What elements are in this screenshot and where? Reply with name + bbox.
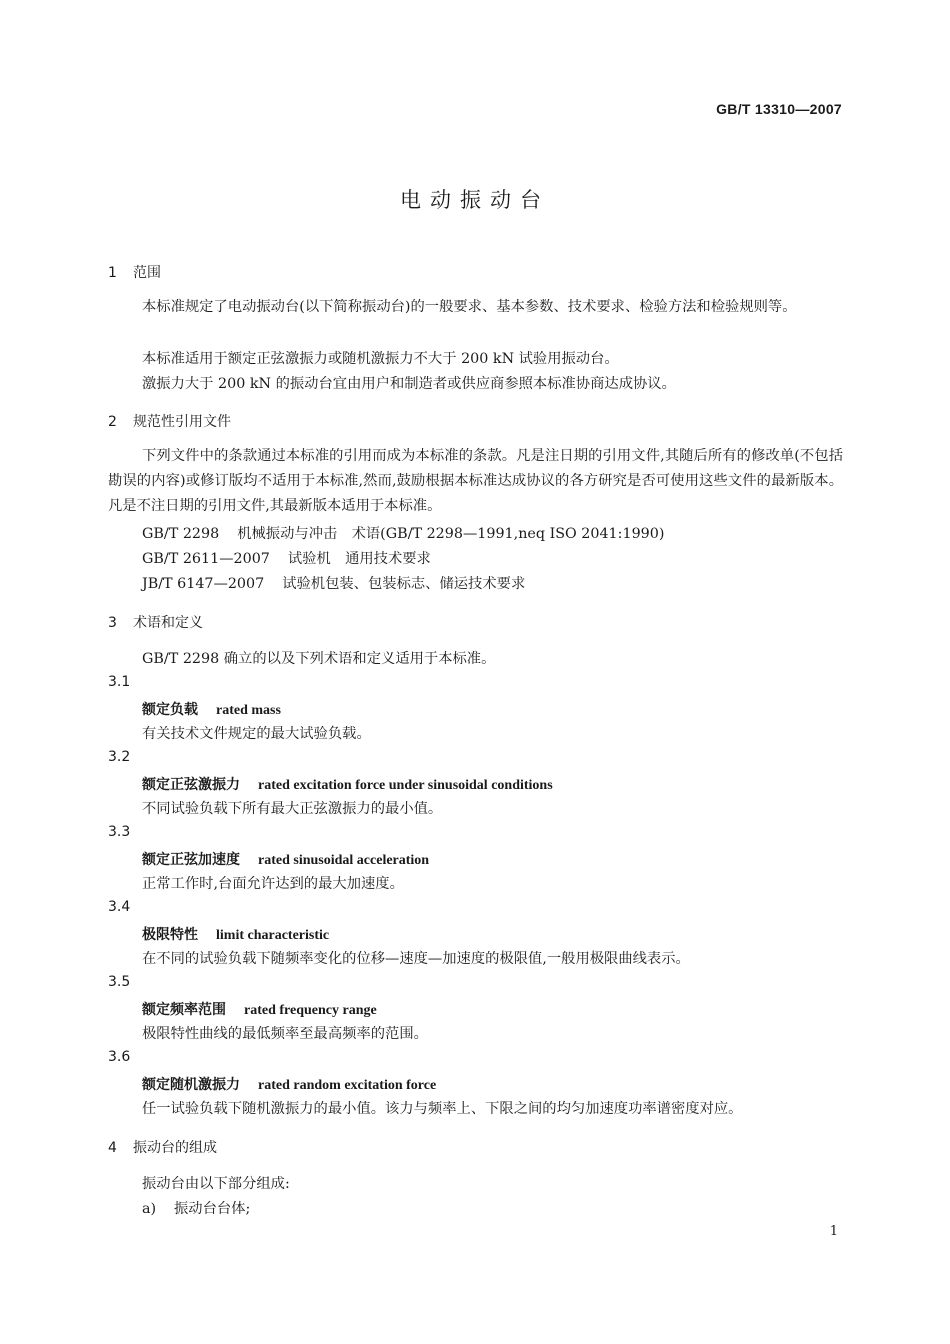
term-zh: 极限特性 <box>142 927 198 943</box>
reference-title: 试验机 通用技术要求 <box>287 551 431 567</box>
term-number: 3.4 <box>108 899 131 915</box>
term-en: limit characteristic <box>216 928 330 943</box>
section-4-heading <box>108 1137 217 1157</box>
term-en: rated mass <box>216 703 281 718</box>
document-title: 电动振动台 <box>400 188 550 212</box>
section-title: 振动台的组成 <box>133 1140 217 1156</box>
reference-item <box>142 573 525 593</box>
reference-code: GB/T 2298 <box>142 526 220 542</box>
term-definition: 极限特性曲线的最低频率至最高频率的范围。 <box>142 1026 428 1042</box>
list-item <box>142 1198 250 1218</box>
paragraph: GB/T 2298 确立的以及下列术语和定义适用于本标准。 <box>142 651 496 667</box>
paragraph: 振动台由以下部分组成: <box>142 1176 290 1192</box>
reference-item <box>142 548 431 568</box>
term-heading <box>142 1074 436 1094</box>
term-number: 3.3 <box>108 824 131 840</box>
term-heading <box>142 774 553 794</box>
term-number: 3.2 <box>108 749 131 765</box>
list-label: a) <box>142 1201 157 1217</box>
paragraph: 下列文件中的条款通过本标准的引用而成为本标准的条款。凡是注日期的引用文件,其随后所有的修改单(不包括勘误的内容)或修订版均不适用于本标准,然而,鼓励根据本标准达成协议的各方研究是否可使用这些文件的最新版本。凡是不注日期的引用文件,其最新版本适用于本标准。 <box>108 448 843 514</box>
term-definition: 正常工作时,台面允许达到的最大加速度。 <box>142 876 404 892</box>
paragraph: 激振力大于 200 kN 的振动台宜由用户和制造者或供应商参照本标准协商达成协议。 <box>142 376 676 392</box>
term-zh: 额定随机激振力 <box>142 1077 240 1093</box>
term-zh: 额定频率范围 <box>142 1002 226 1018</box>
term-definition: 在不同的试验负载下随频率变化的位移—速度—加速度的极限值,一般用极限曲线表示。 <box>142 951 690 967</box>
term-definition: 任一试验负载下随机激振力的最小值。该力与频率上、下限之间的均匀加速度功率谱密度对应。 <box>142 1101 743 1117</box>
term-heading <box>142 699 281 719</box>
list-text: 振动台台体; <box>174 1201 251 1217</box>
paragraph: 本标准适用于额定正弦激振力或随机激振力不大于 200 kN 试验用振动台。 <box>142 351 619 367</box>
section-title: 范围 <box>133 265 161 281</box>
term-en: rated random excitation force <box>258 1078 437 1093</box>
section-2-heading <box>108 411 231 431</box>
reference-title: 试验机包装、包装标志、储运技术要求 <box>282 576 526 592</box>
term-number: 3.1 <box>108 674 131 690</box>
section-number: 3 <box>108 615 117 631</box>
page-number: 1 <box>829 1224 838 1239</box>
section-title: 规范性引用文件 <box>133 414 231 430</box>
term-zh: 额定正弦激振力 <box>142 777 240 793</box>
reference-code: JB/T 6147—2007 <box>142 576 265 592</box>
reference-item <box>142 523 664 543</box>
section-number: 2 <box>108 414 117 430</box>
term-en: rated sinusoidal acceleration <box>258 853 430 868</box>
term-number: 3.6 <box>108 1049 131 1065</box>
section-3-heading <box>108 612 203 632</box>
paragraph: 本标准规定了电动振动台(以下简称振动台)的一般要求、基本参数、技术要求、检验方法和检验规则等。 <box>142 299 797 315</box>
term-en: rated excitation force under sinusoidal conditions <box>258 778 553 793</box>
term-zh: 额定负载 <box>142 702 198 718</box>
section-1-heading <box>108 262 161 282</box>
term-heading <box>142 849 429 869</box>
term-definition: 有关技术文件规定的最大试验负载。 <box>142 726 371 742</box>
standard-id: GB/T 13310—2007 <box>716 101 842 117</box>
term-definition: 不同试验负载下所有最大正弦激振力的最小值。 <box>142 801 443 817</box>
section-title: 术语和定义 <box>133 615 203 631</box>
term-zh: 额定正弦加速度 <box>142 852 240 868</box>
term-heading <box>142 999 377 1019</box>
term-heading <box>142 924 329 944</box>
reference-code: GB/T 2611—2007 <box>142 551 270 567</box>
section-number: 4 <box>108 1140 117 1156</box>
term-en: rated frequency range <box>244 1003 377 1018</box>
reference-title: 机械振动与冲击 术语(GB/T 2298—1991,neq ISO 2041:1990) <box>237 526 665 542</box>
section-number: 1 <box>108 265 117 281</box>
term-number: 3.5 <box>108 974 131 990</box>
